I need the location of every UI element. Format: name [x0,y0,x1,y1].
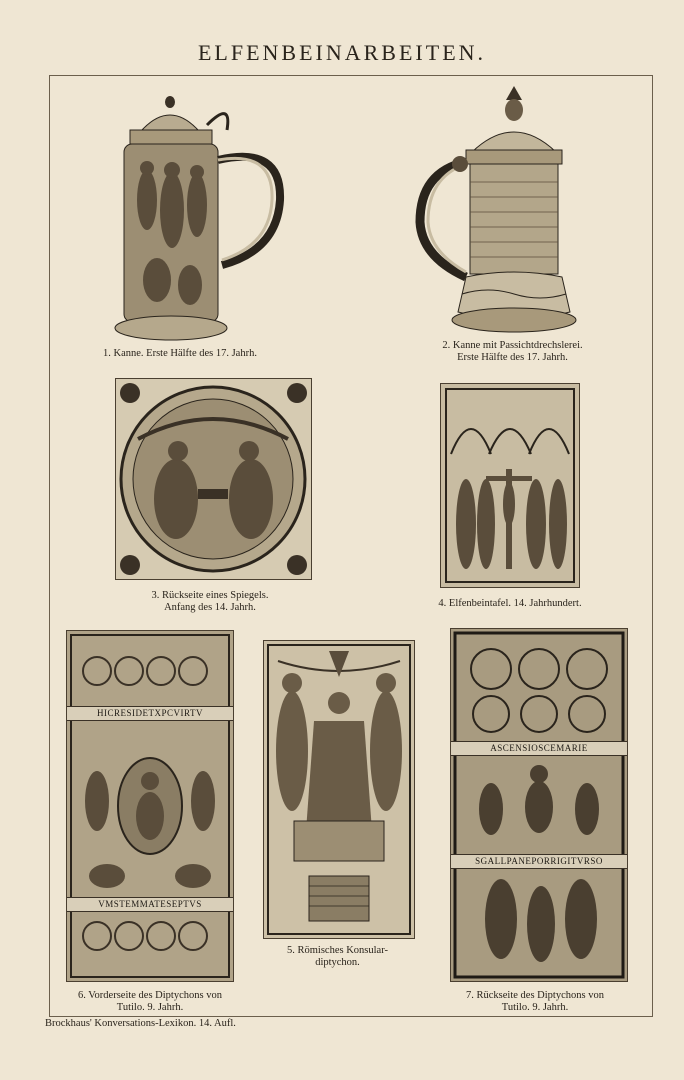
caption-1: 1. Kanne. Erste Hälfte des 17. Jahrh. [103,348,257,359]
caption-6: 6. Vorderseite des Diptychons von Tutilo. 9. Jahrh. [78,990,222,1013]
caption-3: 3. Rückseite eines Spiegels. Anfang des 14. Jahrh. [151,590,269,613]
diptych-back-bottom-inscription: SGALLPANEPORRIGITVRSO [451,854,627,869]
figure-7-diptych-back [450,628,628,982]
diptych-back-top-inscription: ASCENSIOSCEMARIE [451,741,627,756]
figure-4-ivory-panel [440,383,580,588]
caption-5: 5. Römisches Konsular- diptychon. [287,945,388,968]
caption-4: 4. Elfenbeintafel. 14. Jahrhundert. [438,598,582,609]
figure-6-diptych-front [66,630,234,982]
diptych-front-bottom-inscription: VMSTEMMATESEPTVS [67,897,233,912]
figure-5-consular-diptych [263,640,415,939]
caption-2: 2. Kanne mit Passichtdrechslerei. Erste Hälfte des 17. Jahrh. [442,340,583,363]
page-title: ELFENBEINARBEITEN. [197,40,487,65]
footer-source: Brockhaus' Konversations-Lexikon. 14. Aufl. [45,1018,236,1029]
diptych-front-top-inscription: HICRESIDETXPCVIRTV [67,706,233,721]
figure-1-tankard [112,90,287,345]
figure-2-tankard [410,82,580,338]
caption-7: 7. Rückseite des Diptychons von Tutilo. 9. Jahrh. [466,990,604,1013]
figure-3-mirror-back [115,378,312,580]
